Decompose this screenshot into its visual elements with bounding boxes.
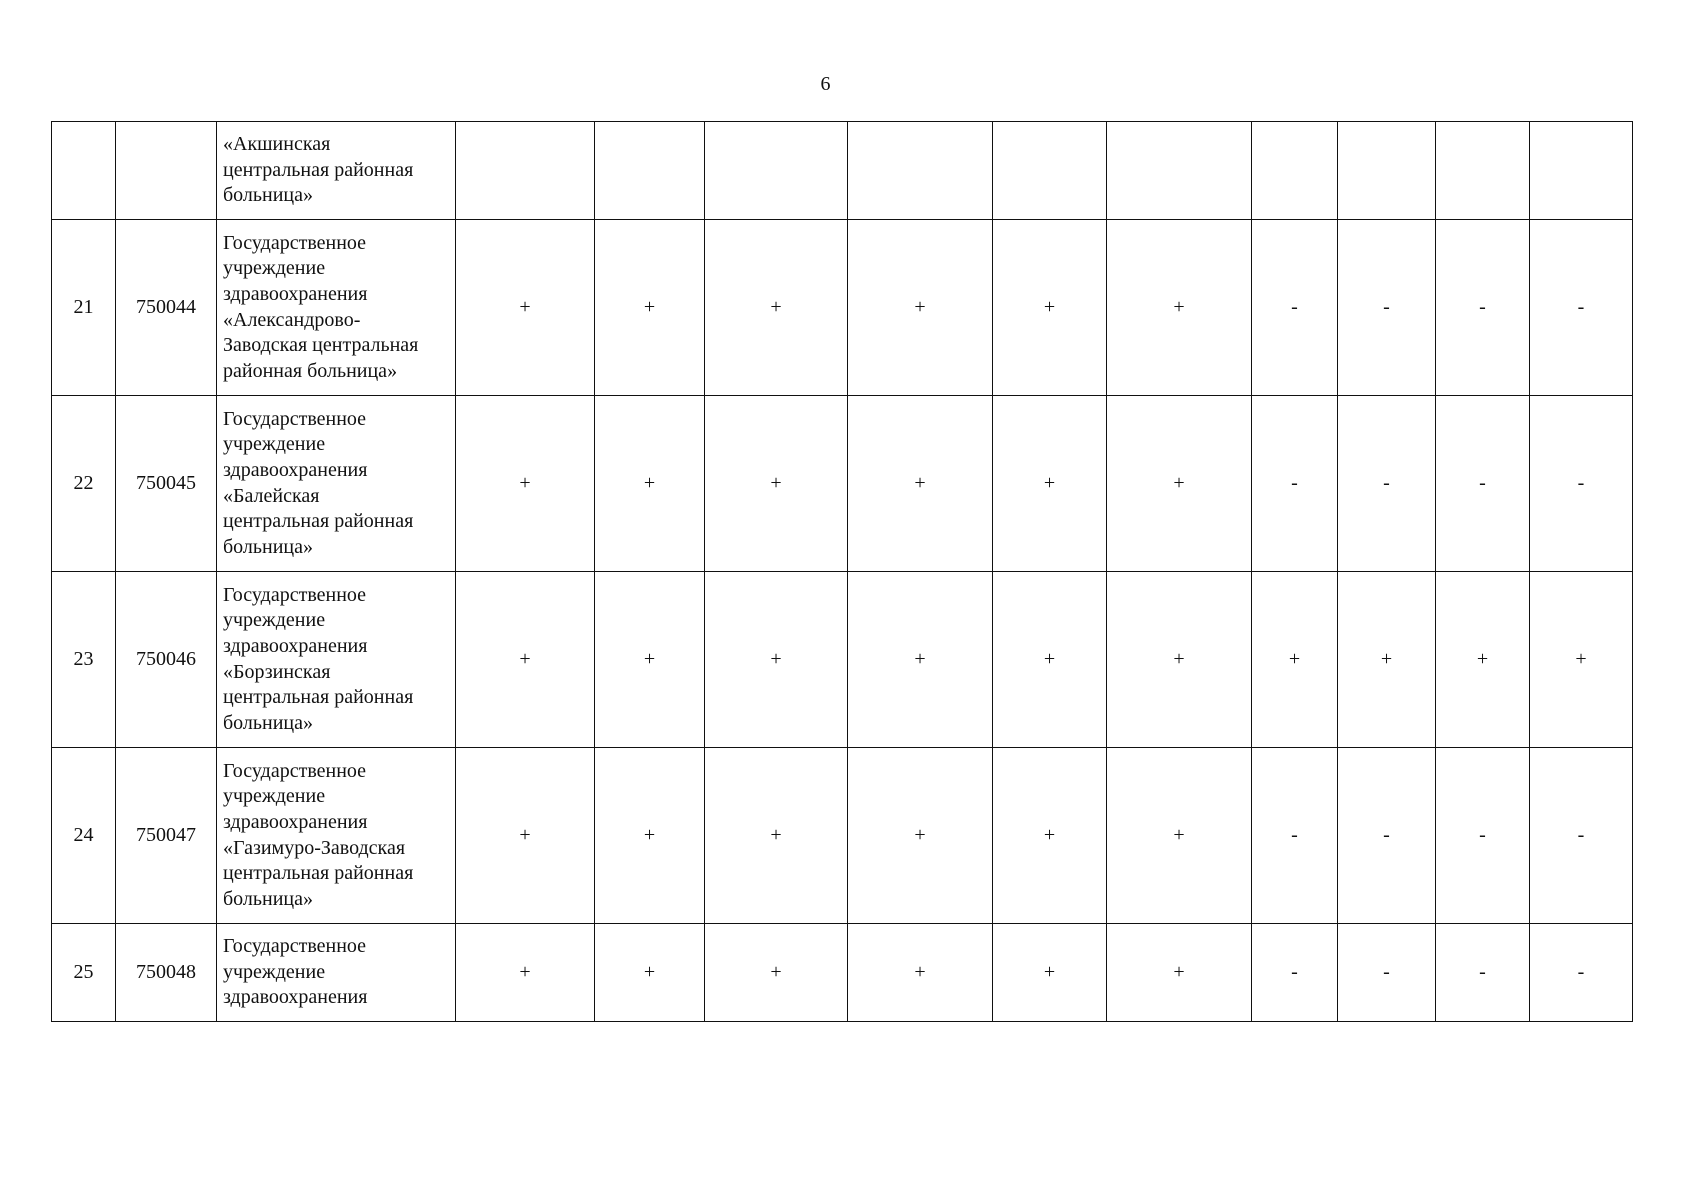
mark-cell [848, 122, 993, 220]
mark-cell: + [595, 748, 705, 924]
facility-code-cell: 750047 [116, 748, 217, 924]
mark-cell: + [705, 924, 848, 1022]
mark-cell: + [993, 748, 1107, 924]
mark-cell: + [993, 924, 1107, 1022]
mark-cell: - [1436, 748, 1530, 924]
facilities-table [51, 121, 1633, 1022]
mark-cell: + [993, 220, 1107, 396]
mark-cell [595, 122, 705, 220]
mark-cell: + [848, 924, 993, 1022]
mark-cell: - [1338, 396, 1436, 572]
mark-cell: - [1530, 220, 1633, 396]
mark-cell: - [1252, 748, 1338, 924]
mark-cell: - [1530, 396, 1633, 572]
mark-cell: + [1107, 924, 1252, 1022]
facility-code-cell: 750044 [116, 220, 217, 396]
mark-cell: + [848, 748, 993, 924]
mark-cell: + [1252, 572, 1338, 748]
facility-name-cell: Государственное учреждение здравоохранения «Балейская центральная районная больница» [217, 396, 456, 572]
facility-name-cell: Государственное учреждение здравоохранения «Александрово- Заводская центральная районная больница» [217, 220, 456, 396]
mark-cell: + [456, 572, 595, 748]
mark-cell: + [1107, 396, 1252, 572]
mark-cell: + [1107, 572, 1252, 748]
facility-name-cell: Государственное учреждение здравоохранения «Борзинская центральная районная больница» [217, 572, 456, 748]
mark-cell: + [705, 396, 848, 572]
page-number: 6 [820, 73, 831, 95]
facility-name-cell: Государственное учреждение здравоохранения [217, 924, 456, 1022]
mark-cell [1252, 122, 1338, 220]
mark-cell: - [1436, 220, 1530, 396]
mark-cell [1436, 122, 1530, 220]
facility-code-cell: 750046 [116, 572, 217, 748]
table-row [52, 220, 1633, 396]
mark-cell: + [456, 396, 595, 572]
mark-cell [1107, 122, 1252, 220]
mark-cell: + [1107, 220, 1252, 396]
table-row [52, 748, 1633, 924]
mark-cell: + [848, 220, 993, 396]
mark-cell [1338, 122, 1436, 220]
mark-cell: + [705, 220, 848, 396]
row-number-cell: 24 [52, 748, 116, 924]
facility-code-cell: 750048 [116, 924, 217, 1022]
mark-cell: + [595, 220, 705, 396]
facility-name-cell: Государственное учреждение здравоохранения «Газимуро-Заводская центральная районная больница» [217, 748, 456, 924]
table-row [52, 572, 1633, 748]
mark-cell: - [1252, 220, 1338, 396]
facility-code-cell [116, 122, 217, 220]
mark-cell: + [848, 396, 993, 572]
table-row [52, 122, 1633, 220]
mark-cell: + [705, 572, 848, 748]
mark-cell: + [705, 748, 848, 924]
mark-cell: + [993, 396, 1107, 572]
mark-cell: + [456, 748, 595, 924]
mark-cell [1530, 122, 1633, 220]
row-number-cell: 25 [52, 924, 116, 1022]
mark-cell: + [595, 396, 705, 572]
row-number-cell: 21 [52, 220, 116, 396]
facility-code-cell: 750045 [116, 396, 217, 572]
facility-name-cell: «Акшинская центральная районная больница» [217, 122, 456, 220]
mark-cell: + [1338, 572, 1436, 748]
mark-cell [705, 122, 848, 220]
mark-cell: - [1436, 924, 1530, 1022]
mark-cell: + [1107, 748, 1252, 924]
mark-cell: - [1252, 924, 1338, 1022]
mark-cell: + [993, 572, 1107, 748]
mark-cell: - [1530, 924, 1633, 1022]
mark-cell: + [595, 924, 705, 1022]
row-number-cell [52, 122, 116, 220]
mark-cell: + [1530, 572, 1633, 748]
table-body [52, 122, 1633, 1022]
mark-cell: - [1530, 748, 1633, 924]
mark-cell: + [848, 572, 993, 748]
table-row [52, 924, 1633, 1022]
mark-cell: - [1436, 396, 1530, 572]
row-number-cell: 22 [52, 396, 116, 572]
mark-cell [993, 122, 1107, 220]
mark-cell: + [456, 220, 595, 396]
row-number-cell: 23 [52, 572, 116, 748]
mark-cell: - [1252, 396, 1338, 572]
mark-cell: - [1338, 748, 1436, 924]
mark-cell: + [595, 572, 705, 748]
mark-cell: - [1338, 924, 1436, 1022]
mark-cell: + [1436, 572, 1530, 748]
mark-cell: + [456, 924, 595, 1022]
mark-cell [456, 122, 595, 220]
mark-cell: - [1338, 220, 1436, 396]
table-row [52, 396, 1633, 572]
